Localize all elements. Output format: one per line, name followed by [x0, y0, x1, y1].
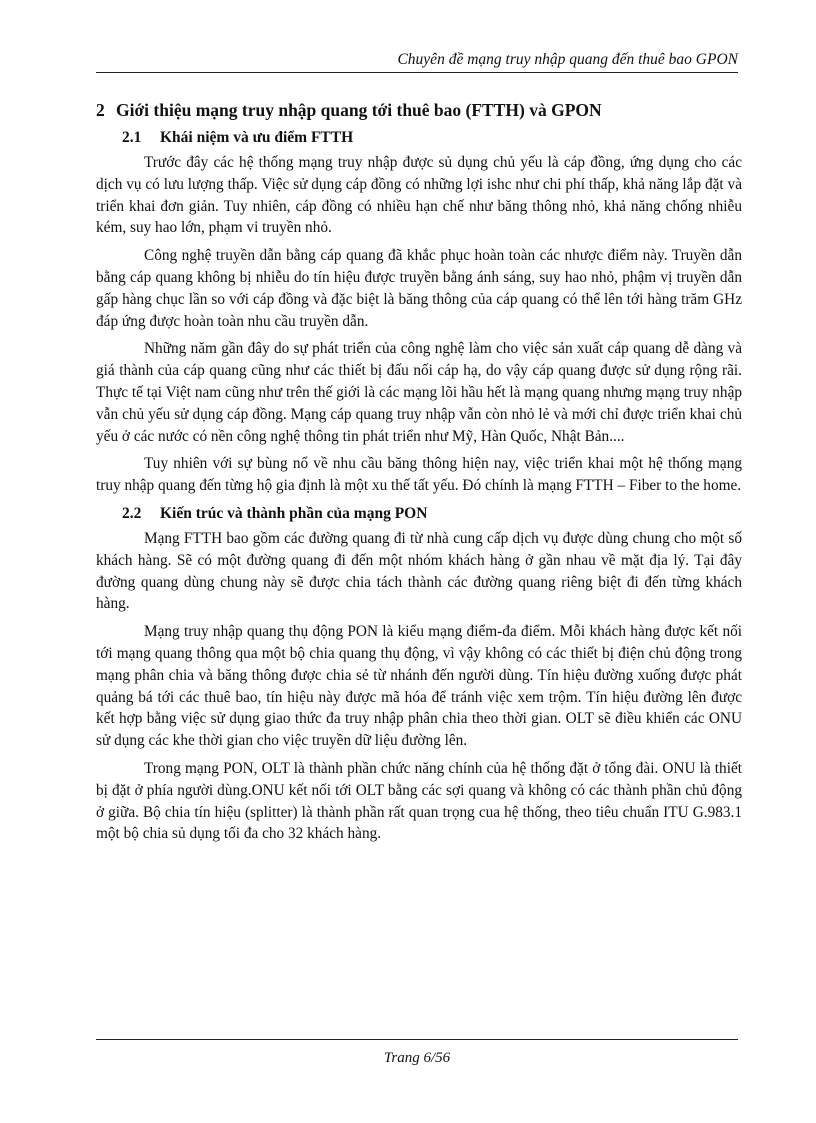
subsection-heading-2-1 — [96, 127, 742, 149]
section-number: 2 — [96, 100, 105, 120]
subsection-heading-2-2 — [96, 503, 742, 525]
section-title: Giới thiệu mạng truy nhập quang tới thuê bao (FTTH) và GPON — [116, 100, 602, 120]
header-divider — [96, 72, 738, 73]
paragraph: Trong mạng PON, OLT là thành phần chức năng chính của hệ thống đặt ở tổng đài. ONU là thiết bị đặt ở phía người dùng.ONU kết nối tới OLT bằng các sợi quang và không có các thành phần chủ động ở giữa. Bộ chia tín hiệu (splitter) là thành phần rất quan trọng cua hệ thống, theo tiêu chuẩn ITU G.983.1 một bộ chia sủ dụng tối đa cho 32 khách hàng. — [96, 759, 742, 843]
page-number: Trang 6/56 — [383, 1050, 451, 1066]
paragraph: Trước đây các hệ thống mạng truy nhập được sủ dụng chủ yếu là cáp đồng, ứng dụng cho các dịch vụ có lưu lượng thấp. Việc sử dụng cáp đồng có những lợi ishc như chi phí thấp, khả năng lắp đặt và triển khai đơn giản. Tuy nhiên, cáp đồng có nhiều hạn chế như băng thông nhỏ, khả năng chống nhiễu kém, suy hao lớn, phạm vi truyền nhỏ. — [96, 154, 742, 237]
paragraph: Những năm gần đây do sự phát triển của công nghệ làm cho việc sản xuất cáp quang dễ dàng và giá thành của cáp quang cũng như các thiết bị đấu nối cáp hạ, do vậy cáp quang được sử dụng rộng rãi. Thực tế tại Việt nam cũng như trên thế giới là các mạng lõi hầu hết là mạng quang nhưng mạng truy nhập vẫn chủ yếu sử dụng cáp đồng. Mạng cáp quang truy nhập vẫn còn nhỏ lẻ và mới chỉ được triển khai chủ yếu ở các nước có nền công nghệ thông tin phát triển như Mỹ, Hàn Quốc, Nhật Bản.... — [96, 340, 743, 445]
subsection-title: Khái niệm và ưu điểm FTTH — [160, 129, 354, 146]
paragraph: Mạng FTTH bao gồm các đường quang đi từ nhà cung cấp dịch vụ được dùng chung cho một số khách hàng. Sẽ có một đường quang đi đến một nhóm khách hàng ở gần nhau về mặt địa lý. Tại đây đường quang dùng chung này sẽ được chia tách thành các đường quang riêng biệt đi đến từng khách hàng. — [96, 529, 742, 613]
footer-divider — [96, 1039, 738, 1040]
subsection-title: Kiến trúc và thành phần của mạng PON — [160, 504, 428, 522]
paragraph: Mạng truy nhập quang thụ động PON là kiểu mạng điểm-đa điểm. Mỗi khách hàng được kết nối tới mạng quang thông qua một bộ chia quang thụ động, vì vậy không có các thiết bị điện chủ động trong mạng phân chia và băng thông được chia sẻ từ nhánh đến người dùng. Tín hiệu đường xuống được phát quảng bá tới các thuê bao, tín hiệu này được mã hóa để tránh việc xem trộm. Tín hiệu đường lên được kết hợp bằng việc sử dụng giao thức đa truy nhập phân chia theo thời gian. OLT sẽ điều khiển các ONU sử dụng các khe thời gian cho việc truyền dữ liệu đường lên. — [96, 623, 742, 750]
running-header: Chuyên đề mạng truy nhập quang đến thuê bao GPON — [397, 51, 738, 68]
paragraph: Công nghệ truyền dẫn bằng cáp quang đã khắc phục hoàn toàn các nhược điểm này. Truyền dẫn bằng cáp quang không bị nhiễu do tín hiệu được truyền bằng ánh sáng, suy hao nhỏ, phậm vị truyền dẫn gấp hàng chục lần so với cáp đồng và đặc biệt là băng thông của cáp quang có thể lên tới hàng trăm GHz đáp ứng được hoàn toàn nhu cầu truyền dẫn. — [96, 247, 742, 330]
section-heading — [96, 98, 742, 122]
subsection-number: 2.2 — [122, 504, 142, 522]
subsection-number: 2.1 — [122, 129, 142, 146]
paragraph: Tuy nhiên với sự bùng nổ về nhu cầu băng thông hiện nay, việc triển khai một hệ thống mạng truy nhập quang đến từng hộ gia định là một xu thế tất yếu. Đó chính là mạng FTTH – Fiber to the home. — [96, 455, 742, 495]
page-body — [96, 98, 742, 851]
